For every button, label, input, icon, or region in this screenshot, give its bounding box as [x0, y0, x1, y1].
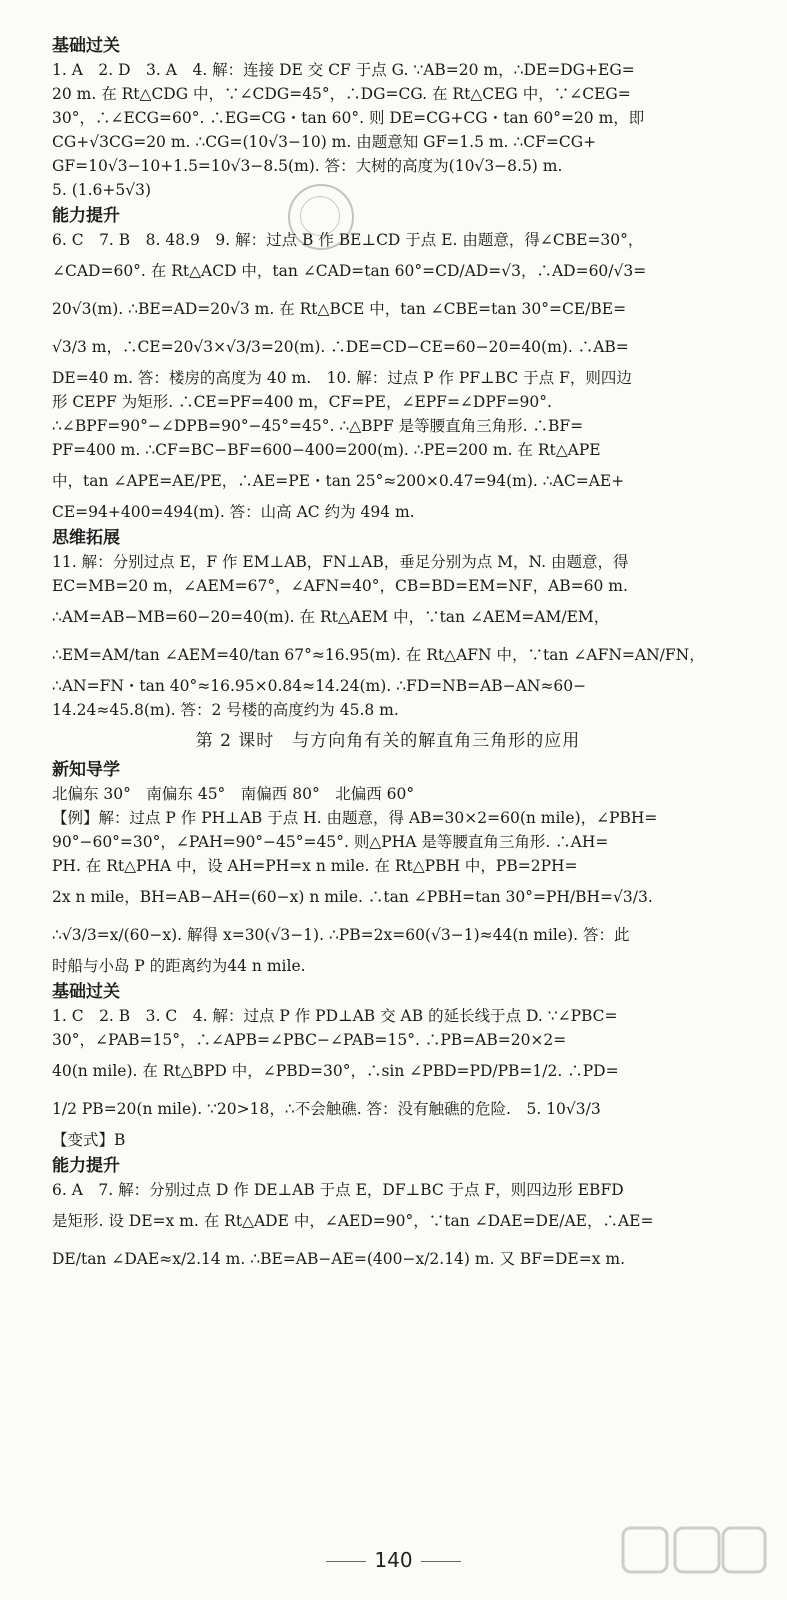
- text-line: 5. (1.6+5√3): [52, 181, 152, 199]
- text-line: EC=MB=20 m，∠AEM=67°，∠AFN=40°，CB=BD=EM=NF，AB=60 m.: [52, 577, 628, 595]
- text-line: DE/tan ∠DAE≈x/2.14 m. ∴BE=AB−AE=(400−x/2.14) m. 又 BF=DE=x m.: [52, 1250, 626, 1268]
- section-heading: 能力提升: [52, 1156, 120, 1176]
- text-line: 6. A 7. 解：分别过点 D 作 DE⊥AB 于点 E，DF⊥BC 于点 F，则四边形 EBFD: [52, 1181, 624, 1199]
- text-line: 30°，∠PAB=15°，∴∠APB=∠PBC−∠PAB=15°. ∴PB=AB=20×2=: [52, 1031, 567, 1049]
- text-line: 2x n mile，BH=AB−AH=(60−x) n mile. ∴tan ∠PBH=tan 30°=PH/BH=√3/3.: [52, 888, 653, 906]
- text-line: 40(n mile). 在 Rt△BPD 中，∠PBD=30°，∴sin ∠PBD=PD/PB=1/2. ∴PD=: [52, 1062, 619, 1080]
- text-line: ∴√3/3=x/(60−x). 解得 x=30(√3−1). ∴PB=2x=60(√3−1)≈44(n mile). 答：此: [52, 926, 630, 944]
- section-heading: 思维拓展: [52, 528, 120, 548]
- footer-rule-right: [421, 1561, 461, 1562]
- text-line: GF=10√3−10+1.5=10√3−8.5(m). 答：大树的高度为(10√3−8.5) m.: [52, 157, 563, 175]
- text-line: CE=94+400=494(m). 答：山高 AC 约为 494 m.: [52, 503, 415, 521]
- text-line: 1. A 2. D 3. A 4. 解：连接 DE 交 CF 于点 G. ∵AB=20 m，∴DE=DG+EG=: [52, 61, 635, 79]
- text-line: 北偏东 30° 南偏东 45° 南偏西 80° 北偏西 60°: [52, 785, 415, 803]
- text-line: 30°，∴∠ECG=60°. ∴EG=CG・tan 60°. 则 DE=CG+CG・tan 60°=20 m，即: [52, 109, 645, 127]
- page-number: 140: [374, 1548, 413, 1572]
- text-line: 6. C 7. B 8. 48.9 9. 解：过点 B 作 BE⊥CD 于点 E. 由题意，得∠CBE=30°，: [52, 231, 644, 249]
- text-line: 形 CEPF 为矩形. ∴CE=PF=400 m，CF=PE，∠EPF=∠DPF=90°.: [52, 393, 552, 411]
- text-line: ∴AM=AB−MB=60−20=40(m). 在 Rt△AEM 中，∵tan ∠AEM=AM/EM，: [52, 608, 610, 626]
- section-heading: 基础过关: [52, 982, 120, 1002]
- lesson-title: 第 2 课时 与方向角有关的解直角三角形的应用: [195, 731, 581, 751]
- text-line: 14.24≈45.8(m). 答：2 号楼的高度约为 45.8 m.: [52, 701, 399, 719]
- text-line: 20 m. 在 Rt△CDG 中，∵∠CDG=45°，∴DG=CG. 在 Rt△CEG 中，∵∠CEG=: [52, 85, 631, 103]
- text-line: ∴AN=FN・tan 40°≈16.95×0.84≈14.24(m). ∴FD=NB=AB−AN≈60−: [52, 677, 587, 695]
- footer-rule-left: [326, 1561, 366, 1562]
- text-line: ∴∠BPF=90°−∠DPB=90°−45°=45°. ∴△BPF 是等腰直角三角形. ∴BF=: [52, 417, 584, 435]
- text-line: 90°−60°=30°，∠PAH=90°−45°=45°. 则△PHA 是等腰直角三角形. ∴AH=: [52, 833, 609, 851]
- text-line: 11. 解：分别过点 E，F 作 EM⊥AB，FN⊥AB，垂足分别为点 M，N. 由题意，得: [52, 553, 629, 571]
- text-line: 中，tan ∠APE=AE/PE，∴AE=PE・tan 25°≈200×0.47=94(m). ∴AC=AE+: [52, 472, 625, 490]
- text-line: 1/2 PB=20(n mile). ∵20>18，∴不会触礁. 答：没有触礁的危险. 5. 10√3/3: [52, 1100, 601, 1118]
- text-line: PF=400 m. ∴CF=BC−BF=600−400=200(m). ∴PE=200 m. 在 Rt△APE: [52, 441, 601, 459]
- text-line: 是矩形. 设 DE=x m. 在 Rt△ADE 中，∠AED=90°，∵tan ∠DAE=DE/AE，∴AE=: [52, 1212, 654, 1230]
- text-line: ∴EM=AM/tan ∠AEM=40/tan 67°≈16.95(m). 在 Rt△AFN 中，∵tan ∠AFN=AN/FN，: [52, 646, 705, 664]
- text-line: ∠CAD=60°. 在 Rt△ACD 中，tan ∠CAD=tan 60°=CD/AD=√3，∴AD=60/√3=: [52, 262, 647, 280]
- watermark-logo: [619, 1522, 769, 1582]
- text-line: 【变式】B: [52, 1131, 126, 1149]
- answer-text-body: [52, 32, 724, 1278]
- text-line: 时船与小岛 P 的距离约为44 n mile.: [52, 957, 306, 975]
- text-line: 1. C 2. B 3. C 4. 解：过点 P 作 PD⊥AB 交 AB 的延长线于点 D. ∵∠PBC=: [52, 1007, 618, 1025]
- section-heading: 基础过关: [52, 36, 120, 56]
- section-heading: 能力提升: [52, 206, 120, 226]
- text-line: DE=40 m. 答：楼房的高度为 40 m. 10. 解：过点 P 作 PF⊥BC 于点 F，则四边: [52, 369, 632, 387]
- text-line: 【例】解：过点 P 作 PH⊥AB 于点 H. 由题意，得 AB=30×2=60(n mile)，∠PBH=: [52, 809, 658, 827]
- text-line: 20√3(m). ∴BE=AD=20√3 m. 在 Rt△BCE 中，tan ∠CBE=tan 30°=CE/BE=: [52, 300, 627, 318]
- section-heading: 新知导学: [52, 760, 120, 780]
- text-line: CG+√3CG=20 m. ∴CG=(10√3−10) m. 由题意知 GF=1.5 m. ∴CF=CG+: [52, 133, 597, 151]
- text-line: PH. 在 Rt△PHA 中，设 AH=PH=x n mile. 在 Rt△PBH 中，PB=2PH=: [52, 857, 578, 875]
- text-line: √3/3 m，∴CE=20√3×√3/3=20(m). ∴DE=CD−CE=60−20=40(m). ∴AB=: [52, 338, 629, 356]
